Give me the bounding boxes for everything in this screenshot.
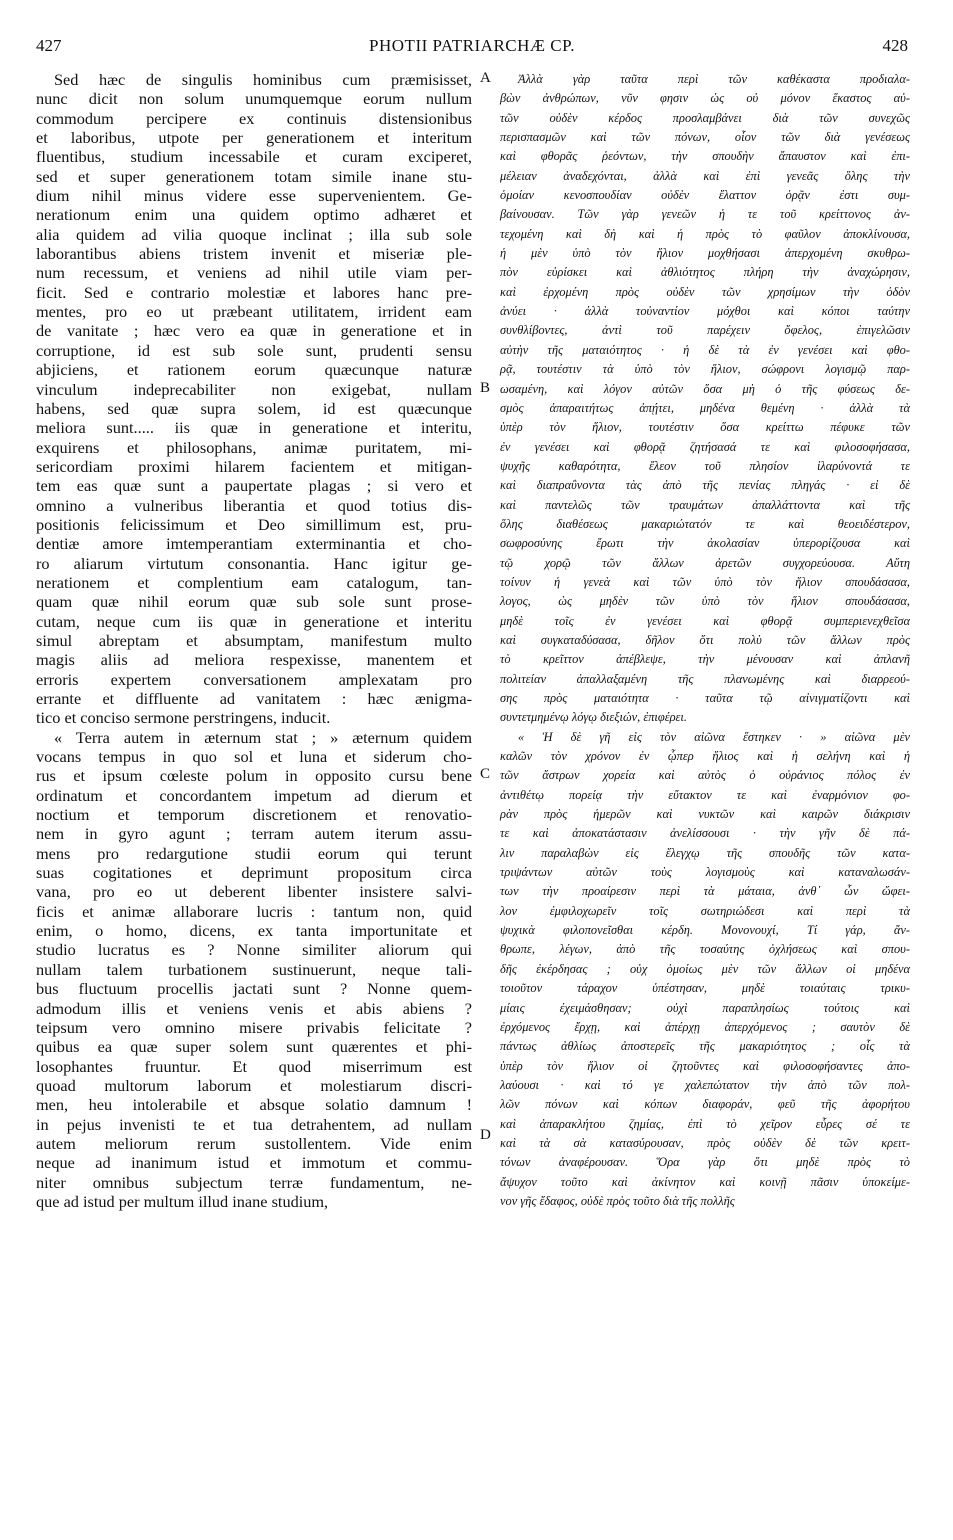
text-line: τριψάντων αὐτῶν τοὺς λογισμοὺς καὶ καταναλωσάν- (500, 865, 910, 880)
text-line: καὶ διαπραΰνοντα τὰς ἀπὸ τῆς πενίας πληγάς · εἰ δὲ (500, 478, 910, 493)
text-line: sericordiam proximi hilarem facientem et mitigan- (36, 456, 472, 476)
text-line: erroris expertem conversationem amplexatam pro (36, 669, 472, 689)
text-line: πάντως ἀθλίως ἀποστερεῖς τῆς μακαριότητος ; οἷς τὰ (500, 1039, 910, 1054)
text-line: meliora sunt..... iis quæ in generatione et interitu, (36, 418, 472, 438)
text-line: nerationem et complentium eam catalogum, tan- (36, 572, 472, 592)
text-line: ὑπὲρ τὸν ἥλιον, τουτέστιν ὅσα κρείττω πέφυκε τῶν (500, 420, 910, 435)
text-line: τόνων ἀναφέρουσαν. Ὅρα γὰρ ὅτι μηδὲ πρὸς τὸ (500, 1155, 910, 1170)
text-line: ἐρχόμενος ἔρχῃ, καὶ ἀπέρχῃ ἀπερχόμενος ; σαυτὸν δὲ (500, 1019, 910, 1034)
text-line: teipsum vero omnino misere privabis felicitate ? (36, 1017, 472, 1037)
text-line: μέλειαν ἀναδεχόνται, ἀλλὰ καὶ ἐπὶ γενεᾶς ὅλης τὴν (500, 168, 910, 183)
text-line: men, heu intolerabile et absque solatio damnum ! (36, 1095, 472, 1115)
text-line: λῶν πόνων καὶ κόπων διαφοράν, φεῦ τῆς ἀφορήτου (500, 1097, 910, 1112)
text-line: magis aliis ad meliora respexisse, manentem et (36, 650, 472, 670)
text-line: noctium et temporum discretionem et renovatio- (36, 805, 472, 825)
text-line: ὑπὲρ τὸν ἥλιον οἱ ζητοῦντες καὶ φιλοσοφήσαντες ἀπο- (500, 1058, 910, 1073)
text-line: λιν παραλαβὼν εἰς ἔλεγχῳ τῆς σπουδῆς τῶν κατα- (500, 845, 910, 860)
text-line: dium nihil minus videre esse supervenientem. Ge- (36, 186, 472, 206)
text-line: neque ad inanimum istud et immotum et commu- (36, 1153, 472, 1173)
text-line: vana, pro eo ut deberent libenter insistere salvi- (36, 882, 472, 902)
text-line: que ad istud per multum illud inane studium, (36, 1191, 329, 1211)
text-line: ωσαμένη, καὶ λόγον αὐτῶν ὅσα μὴ ὁ τῆς φύσεως δε- (500, 381, 910, 396)
text-line: νον γῆς ἔδαφος, οὐδὲ πρὸς τοῦτο διὰ τῆς πολλῆς (500, 1193, 735, 1208)
text-line: « Terra autem in æternum stat ; » æternum quidem (54, 727, 472, 747)
text-line: ἀντιθέτῳ πορείᾳ τὴν εὔτακτον τε καὶ ἐναρμόνιον φο- (500, 787, 910, 802)
text-line: habens, sed quæ supra solem, id est quæcunque (36, 398, 472, 418)
text-line: ρὰν πρὸς ἡμερῶν καὶ νυκτῶν καὶ καιρῶν διάκρισιν (500, 807, 910, 822)
text-line: ficis et animæ allaborare lucris : tantum non, quid (36, 901, 472, 921)
text-line: in pejus invenisti te et tua detrahentem, ad nullam (36, 1114, 472, 1134)
running-title: PHOTII PATRIARCHÆ CP. (369, 36, 575, 55)
text-line: quibus ea quæ super solem sunt quærentes et phi- (36, 1037, 472, 1057)
text-line: Sed hæc de singulis hominibus cum præmisisset, (54, 70, 472, 89)
text-line: rus et ipsum cœleste polum in opposito cursu bene (36, 766, 472, 786)
text-line: ἡ μὲν ὑπὸ τὸν ἥλιον μοχθήσασι ἀπερχομένη σκυθρω- (500, 246, 910, 261)
text-line: τεχομένη καὶ δὴ καὶ ἡ πρὸς τὸ φαῦλον ἀποκλίνουσα, (500, 226, 910, 241)
text-line: συνθλίβοντες, ἀντὶ τοῦ παρέχειν ὄφελος, ἐπιγελῶσιν (500, 323, 910, 338)
page-number-left: 427 (36, 36, 62, 55)
text-line: καὶ ἐρχομένη πρὸς οὐδὲν τῶν χρησίμων τὴν ὁδὸν (500, 284, 910, 299)
text-line: τοιοῦτον τάραχον ὑπέστησαν, μηδὲ τοιαύταις τρικυ- (500, 981, 910, 996)
text-line: σης πρὸς ματαιότητα · ταῦτα τῷ αἰνιγματίζοντι καὶ (500, 691, 910, 705)
text-line: τε καὶ ἀποκατάστασιν ἀνελίσσουσι · τὴν γῆν δὲ πά- (500, 826, 910, 841)
text-line: nerationum enim una quidem optimo adhæret et (36, 205, 472, 225)
section-marker-b: B (480, 380, 491, 396)
text-line: fluentibus, studium incessabile et curam exciperet, (36, 147, 472, 167)
text-line: ὁμοίαν κενοσπουδίαν οὐδὲν ἔλαττον ὁρᾷν ἐστι συμ- (500, 188, 910, 203)
text-line: vocans tempus in quo sol et luna et siderum cho- (36, 747, 472, 767)
text-line: τοίνυν ἡ γενεὰ καὶ τῶν ὑπὸ τὸν ἥλιον σπουδάσασα, (500, 574, 910, 589)
text-line: admodum illis et veniens venis et abis abiens ? (36, 998, 472, 1018)
latin-column (36, 70, 472, 1211)
text-line: λον ἐμφιλοχωρεῖν τοῖς σωτηριώδεσι καὶ περὶ τὰ (500, 903, 910, 918)
text-line: Ἀλλὰ γὰρ ταῦτα περὶ τῶν καθέκαστα προδιαλα- (518, 72, 910, 86)
text-line: nullam talem turbationem sustinuerunt, neque tali- (36, 959, 472, 979)
text-line: nunc dicit non solum unumquemque eorum nullum (36, 89, 472, 109)
text-line: niter omnibus subjectum terræ fundamentum, ne- (36, 1172, 472, 1192)
text-line: suas cogitationes et deprimunt propositum circa (36, 863, 472, 883)
section-marker-c: C (480, 766, 491, 782)
text-line: λαύουσι · καὶ τό γε χαλεπώτατον τὴν ἀπὸ τῶν πολ- (500, 1077, 910, 1092)
text-line: συντετμημένῳ λόγῳ διεξιών, ἐπιφέρει. (500, 710, 687, 725)
text-line: omnino a vulneribus liberantia et quod totius dis- (36, 495, 472, 515)
text-line: περισπασμῶν καὶ τῶν πόνων, οἷον τῶν διὰ γενέσεως (500, 130, 910, 145)
text-line: autem meliorum rerum sustollentem. Vide enim (36, 1133, 472, 1153)
page-number-right: 428 (882, 36, 908, 55)
text-line: mens pro redargutione studii eorum qui terunt (36, 843, 472, 863)
text-line: βὼν ἀνθρώπων, νῦν φησιν ὡς οὐ μόνον ἕκαστος αὐ- (500, 91, 910, 106)
text-line: ὅλης διαθέσεως μακαριώτατόν τε καὶ θεοειδέστερον, (500, 516, 910, 531)
text-line: τὸ κρεῖττον ἀπέβλεψε, τὴν μένουσαν καὶ ἀπλανῆ (500, 652, 910, 667)
text-line: ἄψυχον τοῦτο καὶ ἀκίνητον καὶ κοινῇ πᾶσιν ὑποκείμε- (500, 1174, 910, 1189)
text-line: nem in gyro agunt ; terram autem iterum assu- (36, 824, 472, 844)
text-line: corruptione, id est sub sole sunt, prudenti sensu (36, 340, 472, 360)
text-line: καὶ ἀπαρακλήτου ζημίας, ἐπὶ τὸ χεῖρον εὗρες σέ τε (500, 1116, 910, 1131)
text-line: enim, o homo, dicens, ex tanta importunitate et (36, 921, 472, 941)
text-line: λογος, ὡς μηδὲν τῶν ὑπὸ τὸν ἥλιον σπουδάσασα, (500, 594, 910, 609)
text-line: ficit. Sed e contrario molestiæ et labores hanc pre- (36, 282, 472, 302)
text-line: studio lucratus es ? Nonne similiter aliorum qui (36, 940, 472, 960)
text-line: ρᾷ, τουτέστιν τὰ ὑπὸ τὸν ἥλιον, σώφρονι λογισμῷ παρ- (500, 362, 910, 377)
text-line: ordinatum et concordantem impetum ad dierum et (36, 785, 472, 805)
text-line: αὐτὴν τῆς ματαιότητος · ἡ δὲ τὰ ἐν γενέσει καὶ φθο- (500, 342, 910, 357)
text-line: τῶν οὐδὲν κέρδος προσλαμβάνει διὰ τῶν συνεχῶς (500, 110, 910, 125)
text-line: quam quæ nihil eorum quæ sub sole sunt prose- (36, 592, 472, 612)
text-line: alia quidem ad vilia quoque inclinat ; illa sub sole (36, 224, 472, 244)
text-line: mentes, pro eo ut præbeant utilitatem, irrident eam (36, 302, 472, 322)
text-line: ἀνύει · ἀλλὰ τοὐναντίον μόχθοι καὶ κόποι ταύτην (500, 304, 910, 319)
section-marker-d: D (480, 1127, 491, 1143)
text-line: καὶ φθορᾶς ῥεόντων, τὴν σπουδὴν ἄπαυστον καὶ ἐπι- (500, 149, 910, 164)
text-line: ψυχικὰ φιλοπονεῖσθαι κέρδη. Μονονουχί, Τί γάρ, ἄν- (500, 923, 910, 938)
text-line: laborantibus abiens tristem invenit et miseriæ ple- (36, 244, 472, 264)
text-line: tem eas quæ sunt a paupertate plagas ; si vero et (36, 476, 472, 496)
text-line: « Ἡ δὲ γῆ εἰς τὸν αἰῶνα ἕστηκεν · » αἰῶνα μὲν (518, 729, 910, 744)
text-line: simul abreptam et absumptam, manifestum multo (36, 630, 472, 650)
text-line: losophantes fruuntur. Et quod miserrimum est (36, 1056, 472, 1076)
text-line: σμὸς ἀπαραιτήτως ἀπῄτει, μηδένα θεμένη · ἀλλὰ τὰ (500, 400, 910, 415)
text-line: tico et conciso sermone perstringens, inducit. (36, 708, 331, 728)
text-line: σωφροσύνης ἔρωτι τὴν ἀκολασίαν ὑπερορίζουσα καὶ (500, 536, 910, 551)
text-line: de vanitate ; hæc vero ea quæ in generatione et in (36, 321, 472, 341)
text-line: commodum percipere ex continuis distensionibus (36, 108, 472, 128)
text-line: vinculum indeprecabiliter non exigebat, nullam (36, 379, 472, 399)
text-line: μηδὲ τοῖς ἐν γενέσει καὶ φθορᾷ συμπεριενεχθεῖσα (500, 613, 910, 628)
text-line: cutam, neque cum iis quæ in generatione et interitu (36, 611, 472, 631)
text-line: abjiciens, et rationem eorum quæcunque naturæ (36, 360, 472, 380)
text-line: καὶ συγκαταδύσασα, δῆλον ὅτι πολὺ τῶν ἄλλων πρὸς (500, 632, 910, 647)
text-line: dentiæ amore imtemperantiam exterminantia et cho- (36, 534, 472, 554)
text-line: sed et super generationem totam simile inane stu- (36, 166, 472, 186)
text-line: πὸν εὑρίσκει καὶ ἀθλιότητος πλήρη τὴν ἀναχώρησιν, (500, 265, 910, 280)
text-line: ro aliarum virtutum consonantia. Hanc igitur ge- (36, 553, 472, 573)
section-marker-a: A (480, 70, 491, 86)
text-line: δῆς ἐκέρδησας ; οὐχ ὁμοίως μὲν τῶν ἄλλων οἱ μηδένα (500, 961, 910, 976)
text-line: καλῶν τὸν χρόνον ἐν ᾧπερ ἥλιος καὶ ἡ σελήνη καὶ ἡ (500, 749, 910, 764)
running-header (36, 36, 908, 60)
text-line: καὶ παντελῶς τῶν τραυμάτων ἀπαλλάττοντα καὶ τῆς (500, 497, 910, 512)
text-line: num recessum, et veniens ad nihil utile viam per- (36, 263, 472, 283)
text-line: βαίνουσαν. Τῶν γὰρ γενεῶν ἡ τε τοῦ κρείττονος ἀν- (500, 207, 910, 222)
text-line: et laboribus, utpote per generationem et interitum (36, 128, 472, 148)
text-line: των τὴν προαίρεσιν περὶ τὰ μάταια, ἀνθ᾽ ὧν ὤφει- (500, 884, 910, 899)
text-line: καὶ τὰ σὰ κατασύρουσαν, πρὸς οὐδὲν δὲ τῶν κρειτ- (500, 1135, 910, 1150)
text-line: quoad multorum laborum et molestiarum discri- (36, 1075, 472, 1095)
text-line: ἐν γενέσει καὶ φθορᾷ ζητήσασά τε καὶ φιλοσοφήσασα, (500, 439, 910, 454)
text-line: bus fluctuum procellis jactati sunt ? Nonne quem- (36, 979, 472, 999)
text-line: τῶν ἄστρων χορεία καὶ αὐτὸς ὁ οὐράνιος πόλος ἐν (500, 768, 910, 783)
text-line: θρωπε, λέγων, ἀπὸ τῆς τοσαύτης ὀχλήσεως καὶ σπου- (500, 942, 910, 957)
text-line: errante et diffluente ad vanitatem : hæc ænigma- (36, 689, 472, 708)
text-line: μίαις ἐχειμάσθησαν; οὐχὶ παραπλησίως τούτοις καὶ (500, 1000, 910, 1015)
text-line: πολιτείαν ἀπαλλαξαμένη τῆς πλανωμένης καὶ διαρρεού- (500, 671, 910, 686)
text-line: τῷ χορῷ τῶν ἄλλων ἀρετῶν συγχορεύουσα. Αὕτη (500, 555, 910, 570)
greek-column (500, 70, 910, 1211)
text-line: ψυχῆς καθαρότητα, ἔλεον τοῦ πλησίον ἱλαρύνοντά τε (500, 458, 910, 473)
text-line: positionis felicissimum et Deo simillimum est, pru- (36, 514, 472, 534)
text-line: exquirens et philosophans, animæ puritatem, mi- (36, 437, 472, 457)
